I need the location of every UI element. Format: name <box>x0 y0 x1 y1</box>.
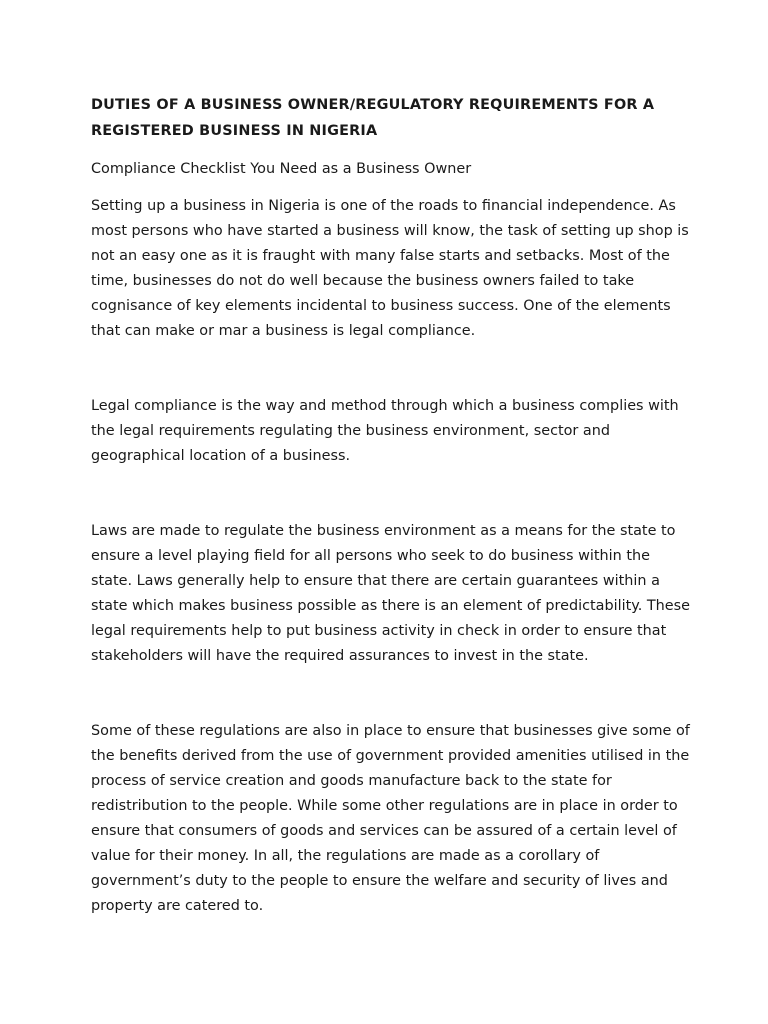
document-subtitle: Compliance Checklist You Need as a Business Owner <box>91 161 472 177</box>
paragraph-laws: Laws are made to regulate the business environment as a means for the state to ensure a level playing field for all persons who seek to do business within the state. Laws generally help to ensure that there are certain guarantees within a state which makes business possible as there is an element of predictability. These legal requirements help to put business activity in check in order to ensure that stakeholders will have the required assurances to invest in the state. <box>91 523 690 664</box>
paragraph-intro: Setting up a business in Nigeria is one of the roads to financial independence. As most persons who have started a business will know, the task of setting up shop is not an easy one as it is fraught with many false starts and setbacks. Most of the time, businesses do not do well because the business owners failed to take cognisance of key elements incidental to business success. One of the elements that can make or mar a business is legal compliance. <box>91 198 689 339</box>
paragraph-regulations: Some of these regulations are also in place to ensure that businesses give some of the benefits derived from the use of government provided amenities utilised in the process of service creation and goods manufacture back to the state for redistribution to the people. While some other regulations are in place in order to ensure that consumers of goods and services can be assured of a certain level of value for their money. In all, the regulations are made as a corollary of government’s duty to the people to ensure the welfare and security of lives and property are catered to. <box>91 723 690 914</box>
document-body <box>91 92 691 919</box>
document-title <box>91 92 691 144</box>
title-line-1: DUTIES OF A BUSINESS OWNER/REGULATORY REQUIREMENTS FOR A <box>91 97 655 113</box>
paragraph-legal-compliance: Legal compliance is the way and method through which a business complies with the legal requirements regulating the business environment, sector and geographical location of a business. <box>91 398 679 464</box>
title-line-2: REGISTERED BUSINESS IN NIGERIA <box>91 123 378 139</box>
